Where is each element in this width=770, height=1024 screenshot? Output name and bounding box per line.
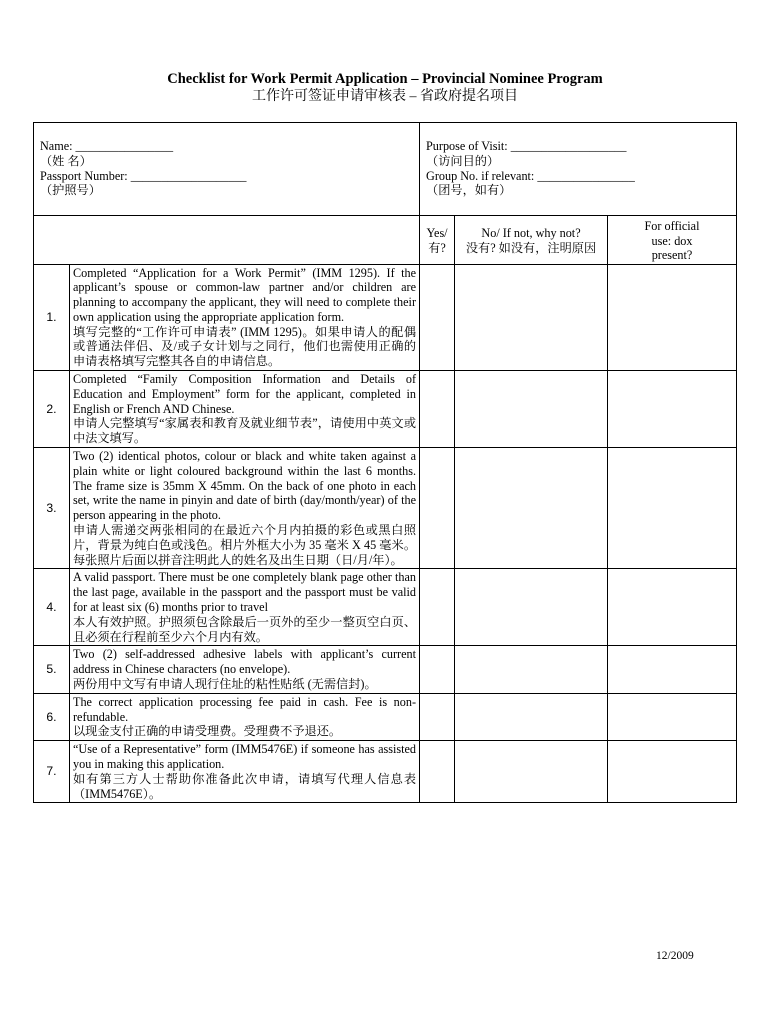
title-chinese: 工作许可签证申请审核表 – 省政府提名项目: [252, 89, 518, 104]
no-reason-cell[interactable]: [455, 741, 608, 803]
blank-header-cell: [34, 216, 420, 265]
yes-header-en: Yes/: [426, 226, 448, 241]
item-number: 3.: [34, 448, 70, 569]
item-description-en: Two (2) self-addressed adhesive labels with applicant’s current address in Chinese characters (no envelope).: [73, 647, 417, 677]
purpose-of-visit-field[interactable]: Purpose of Visit: ___________________: [426, 139, 627, 153]
checklist-row-5: [34, 646, 737, 693]
item-description: [70, 371, 420, 448]
checklist-row-6: [34, 693, 737, 740]
purpose-label-zh: （访问目的）: [426, 153, 500, 168]
item-description-en: The correct application processing fee paid in cash. Fee is non-refundable.: [73, 694, 417, 724]
official-header-line-2: use: dox: [651, 233, 693, 248]
yes-checkbox-cell[interactable]: [420, 371, 455, 448]
item-number: 7.: [34, 741, 70, 803]
no-reason-cell[interactable]: [455, 448, 608, 569]
yes-checkbox-cell[interactable]: [420, 693, 455, 740]
yes-checkbox-cell[interactable]: [420, 646, 455, 693]
no-reason-cell[interactable]: [455, 693, 608, 740]
item-description: [70, 448, 420, 569]
applicant-info-cell: [34, 123, 420, 216]
item-description-en: Completed “Family Composition Information and Details of Education and Employment” form for the applicant, completed in English or French AND Chinese.: [73, 372, 417, 416]
yes-column-header: [420, 216, 455, 265]
group-label-zh: （团号，如有）: [426, 183, 512, 198]
official-use-cell[interactable]: [608, 448, 737, 569]
item-description: [70, 741, 420, 803]
visit-info-cell: [420, 123, 737, 216]
item-description-en: Two (2) identical photos, colour or black and white taken against a plain white or light coloured background within the last 6 months. The frame size is 35mm X 45mm. On the back of one photo in each set, write the name in pinyin and date of birth (day/month/year) of the person appearing in the photo.: [73, 449, 417, 523]
no-reason-cell[interactable]: [455, 569, 608, 646]
item-description-zh: 本人有效护照。护照须包含除最后一页外的至少一整页空白页、且必须在行程前至少六个月内有效。: [73, 614, 417, 644]
checklist-row-2: [34, 371, 737, 448]
official-header-line-3: present?: [651, 248, 693, 262]
passport-number-field[interactable]: Passport Number: ___________________: [40, 168, 247, 183]
yes-checkbox-cell[interactable]: [420, 569, 455, 646]
revision-date: 12/2009: [656, 950, 694, 962]
item-number: 2.: [34, 371, 70, 448]
item-description: [70, 264, 420, 371]
applicant-info-row: [34, 123, 737, 216]
item-number: 1.: [34, 264, 70, 371]
no-header-zh: 没有? 如没有，注明原因: [465, 240, 597, 255]
no-reason-cell[interactable]: [455, 646, 608, 693]
no-reason-cell[interactable]: [455, 371, 608, 448]
item-description: [70, 646, 420, 693]
official-use-cell[interactable]: [608, 693, 737, 740]
item-number: 6.: [34, 693, 70, 740]
yes-checkbox-cell[interactable]: [420, 448, 455, 569]
official-use-cell[interactable]: [608, 741, 737, 803]
checklist-row-3: [34, 448, 737, 569]
official-header-line-1: For official: [644, 219, 700, 233]
item-description-zh: 填写完整的“工作许可申请表” (IMM 1295)。如果申请人的配偶或普通法伴侣、及/或子女计划与之同行，他们也需使用正确的申请表格填写完整其各自的申请信息。: [73, 324, 417, 369]
no-header-en: No/ If not, why not?: [481, 226, 581, 241]
official-use-column-header: [608, 216, 737, 265]
checklist-row-7: [34, 741, 737, 803]
yes-header-zh: 有?: [428, 240, 446, 255]
item-description-zh: 如有第三方人士帮助你准备此次申请，请填写代理人信息表（IMM5476E）。: [73, 771, 417, 801]
checklist-row-1: [34, 264, 737, 371]
item-description-zh: 以现金支付正确的申请受理费。受理费不予退还。: [73, 724, 342, 739]
item-description-zh: 申请人完整填写“家属表和教育及就业细节表”，请使用中英文或中法文填写。: [73, 416, 417, 446]
checklist-row-4: [34, 569, 737, 646]
official-use-cell[interactable]: [608, 646, 737, 693]
item-description-zh: 申请人需递交两张相同的在最近六个月内拍摄的彩色或黑白照片，背景为纯白色或浅色。相片外框大小为 35 毫米 X 45 毫米。每张照片后面以拼音注明此人的姓名及出生日期（日/月/年）。: [73, 523, 417, 567]
passport-label-zh: （护照号）: [40, 183, 101, 198]
item-description-en: Completed “Application for a Work Permit” (IMM 1295). If the applicant’s spouse or common-law partner and/or children are planning to accompany the applicant, they will need to complete their own application using the appropriate application form.: [73, 265, 417, 324]
item-description: [70, 569, 420, 646]
item-description-zh: 两份用中文写有申请人现行住址的粘性贴纸 (无需信封)。: [73, 677, 377, 692]
item-description: [70, 693, 420, 740]
official-use-cell[interactable]: [608, 569, 737, 646]
yes-checkbox-cell[interactable]: [420, 741, 455, 803]
item-description-en: “Use of a Representative” form (IMM5476E) if someone has assisted you in making this application.: [73, 742, 417, 771]
item-number: 5.: [34, 646, 70, 693]
item-number: 4.: [34, 569, 70, 646]
name-label-zh: （姓 名）: [40, 153, 92, 168]
title-english: Checklist for Work Permit Application – Provincial Nominee Program: [167, 71, 603, 87]
item-description-en: A valid passport. There must be one completely blank page other than the last page, available in the passport and the passport must be valid for at least six (6) months prior to travel: [73, 570, 417, 615]
checklist-table: [33, 122, 737, 803]
group-number-field[interactable]: Group No. if relevant: ________________: [426, 168, 635, 183]
no-column-header: [455, 216, 608, 265]
yes-checkbox-cell[interactable]: [420, 264, 455, 371]
official-use-cell[interactable]: [608, 371, 737, 448]
column-header-row: [34, 216, 737, 265]
official-use-cell[interactable]: [608, 264, 737, 371]
name-field[interactable]: Name: ________________: [40, 139, 174, 153]
no-reason-cell[interactable]: [455, 264, 608, 371]
